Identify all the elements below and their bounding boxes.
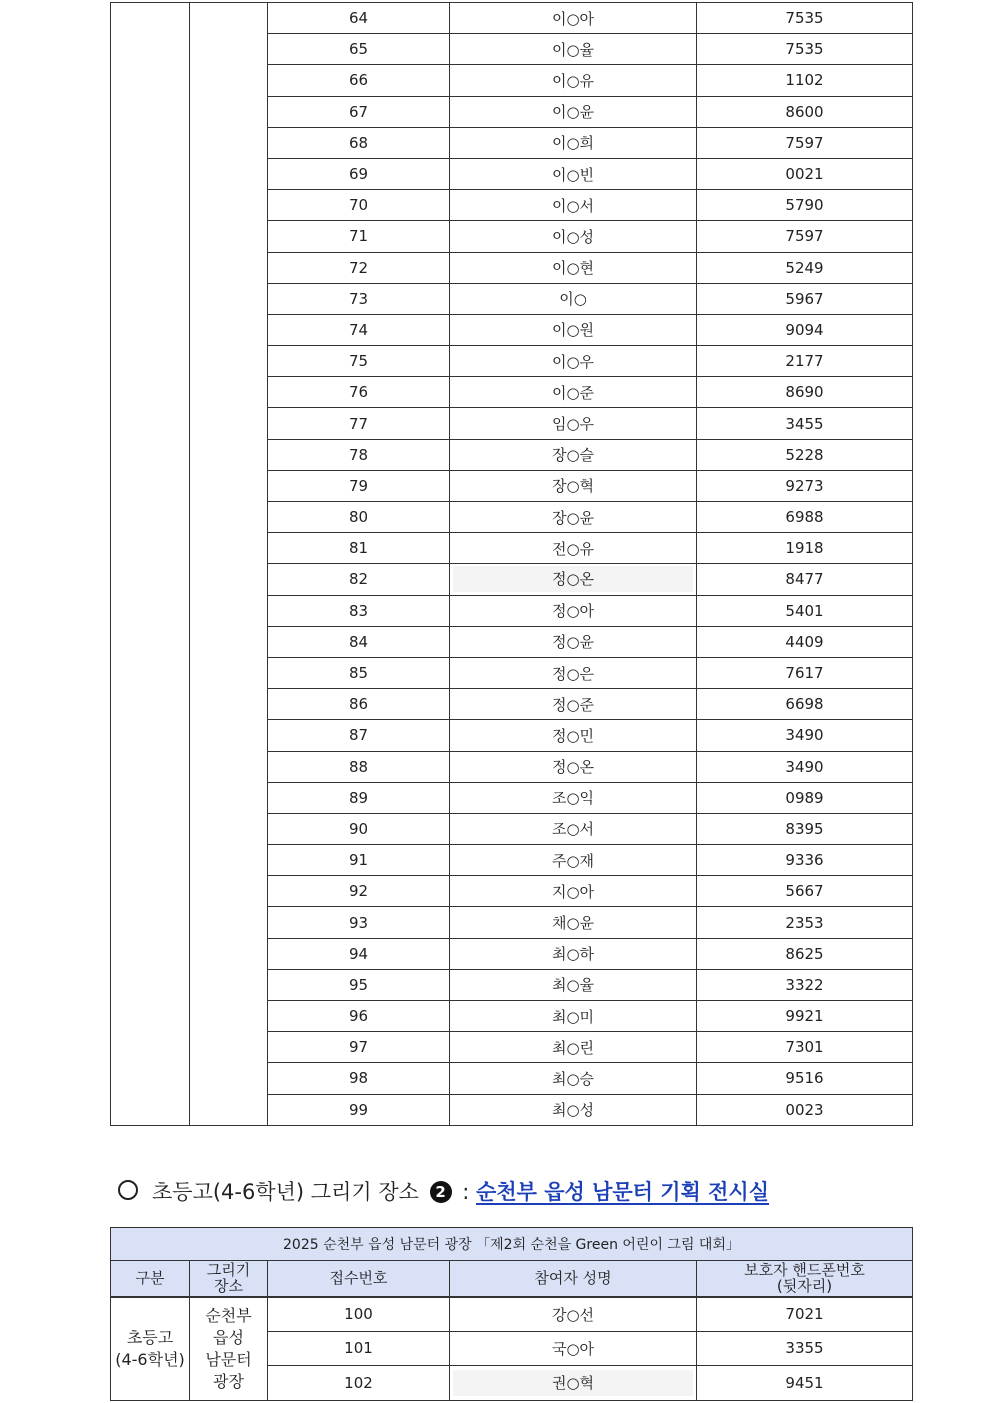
receipt-no: 84 [268,626,450,657]
section-place: 순천부 읍성 남문터 기획 전시실 [476,1180,769,1204]
phone-suffix: 9451 [697,1366,913,1401]
location-line1: 순천부 [205,1305,252,1325]
receipt-no: 92 [268,876,450,907]
receipt-no: 93 [268,907,450,938]
receipt-no: 75 [268,346,450,377]
participant-name: 정○은 [450,657,697,688]
participant-name: 장○윤 [450,502,697,533]
participant-table-continued [110,2,913,1126]
phone-suffix: 9921 [697,1001,913,1032]
participant-name: 조○익 [450,782,697,813]
header-phone-line2: (뒷자리) [776,1277,833,1296]
receipt-no: 77 [268,408,450,439]
participant-name: 최○린 [450,1032,697,1063]
phone-suffix: 9336 [697,845,913,876]
participant-name: 장○슬 [450,439,697,470]
receipt-no: 83 [268,595,450,626]
participant-name: 국○아 [450,1331,697,1366]
receipt-no: 86 [268,689,450,720]
phone-suffix: 5967 [697,283,913,314]
header-phone [697,1261,913,1297]
receipt-no: 89 [268,782,450,813]
phone-suffix: 0021 [697,158,913,189]
participant-name: 이○윤 [450,96,697,127]
receipt-no: 80 [268,502,450,533]
header-receipt-no: 접수번호 [268,1261,450,1297]
phone-suffix: 6698 [697,689,913,720]
receipt-no: 66 [268,65,450,96]
participant-name: 장○혁 [450,470,697,501]
participant-name: 지○아 [450,876,697,907]
receipt-no: 73 [268,283,450,314]
participant-name: 정○준 [450,689,697,720]
phone-suffix: 7535 [697,3,913,34]
phone-suffix: 7597 [697,221,913,252]
phone-suffix: 8477 [697,564,913,595]
location-cell-blank [190,3,268,1126]
participant-name: 전○유 [450,533,697,564]
participant-name: 채○윤 [450,907,697,938]
phone-suffix: 5401 [697,595,913,626]
location-line3: 남문터 [205,1349,252,1369]
receipt-no: 68 [268,127,450,158]
phone-suffix: 2353 [697,907,913,938]
header-phone-line1: 보호자 핸드폰번호 [744,1261,865,1280]
receipt-no: 87 [268,720,450,751]
phone-suffix: 9516 [697,1063,913,1094]
header-category: 구분 [111,1261,190,1297]
participant-name: 정○아 [450,595,697,626]
participant-name [450,1366,697,1401]
participant-name: 이○서 [450,190,697,221]
receipt-no: 88 [268,751,450,782]
receipt-no: 102 [268,1366,450,1401]
phone-suffix: 2177 [697,346,913,377]
participant-name: 정○민 [450,720,697,751]
participant-name: 이○원 [450,314,697,345]
phone-suffix: 7021 [697,1297,913,1332]
location-line4: 광장 [213,1371,244,1391]
receipt-no: 94 [268,938,450,969]
participant-name: 조○서 [450,813,697,844]
participant-name-text: 권○혁 [453,1370,693,1396]
header-participant: 참여자 성명 [450,1261,697,1297]
receipt-no: 101 [268,1331,450,1366]
receipt-no: 99 [268,1094,450,1125]
receipt-no: 64 [268,3,450,34]
header-location-line2: 장소 [214,1277,243,1296]
receipt-no: 82 [268,564,450,595]
participant-name: 이○준 [450,377,697,408]
phone-suffix: 1102 [697,65,913,96]
phone-suffix: 1918 [697,533,913,564]
phone-suffix: 3455 [697,408,913,439]
participant-name-text: 정○온 [453,566,693,592]
participant-name: 최○미 [450,1001,697,1032]
receipt-no: 100 [268,1297,450,1332]
phone-suffix: 8625 [697,938,913,969]
phone-suffix: 5667 [697,876,913,907]
participant-name: 이○현 [450,252,697,283]
phone-suffix: 8600 [697,96,913,127]
receipt-no: 79 [268,470,450,501]
phone-suffix: 6988 [697,502,913,533]
phone-suffix: 3490 [697,751,913,782]
header-location [190,1261,268,1297]
receipt-no: 71 [268,221,450,252]
participant-name: 정○윤 [450,626,697,657]
participant-name: 강○선 [450,1297,697,1332]
header-location-line1: 그리기 [206,1261,251,1280]
receipt-no: 85 [268,657,450,688]
participant-name: 이○ [450,283,697,314]
receipt-no: 67 [268,96,450,127]
participant-table [110,1227,913,1401]
receipt-no: 96 [268,1001,450,1032]
table-title: 2025 순천부 읍성 남문터 광장 「제2회 순천을 Green 어린이 그림 대회」 [111,1228,913,1261]
section-heading [118,1176,769,1206]
participant-name: 최○승 [450,1063,697,1094]
location-cell [190,1297,268,1401]
receipt-no: 95 [268,969,450,1000]
phone-suffix: 9273 [697,470,913,501]
participant-name: 주○재 [450,845,697,876]
participant-name [450,564,697,595]
receipt-no: 69 [268,158,450,189]
phone-suffix: 7617 [697,657,913,688]
receipt-no: 74 [268,314,450,345]
group-cell [111,1297,190,1401]
phone-suffix: 5790 [697,190,913,221]
section-colon: : [455,1180,477,1204]
participant-name: 정○온 [450,751,697,782]
phone-suffix: 7597 [697,127,913,158]
phone-suffix: 3355 [697,1331,913,1366]
phone-suffix: 5249 [697,252,913,283]
participant-name: 이○우 [450,346,697,377]
location-line2: 읍성 [213,1327,244,1347]
group-line1: 초등고 [126,1327,174,1347]
group-cell-blank [111,3,190,1126]
phone-suffix: 9094 [697,314,913,345]
phone-suffix: 3490 [697,720,913,751]
receipt-no: 98 [268,1063,450,1094]
phone-suffix: 0989 [697,782,913,813]
participant-name: 최○율 [450,969,697,1000]
phone-suffix: 8395 [697,813,913,844]
participant-name: 이○빈 [450,158,697,189]
receipt-no: 72 [268,252,450,283]
group-line2: (4-6학년) [115,1349,185,1369]
phone-suffix: 7301 [697,1032,913,1063]
phone-suffix: 7535 [697,34,913,65]
circle-bullet-icon [118,1180,138,1200]
phone-suffix: 8690 [697,377,913,408]
participant-name: 이○성 [450,221,697,252]
participant-name: 최○성 [450,1094,697,1125]
table-row [111,3,913,34]
receipt-no: 97 [268,1032,450,1063]
participant-name: 이○유 [450,65,697,96]
participant-name: 이○아 [450,3,697,34]
receipt-no: 65 [268,34,450,65]
phone-suffix: 4409 [697,626,913,657]
receipt-no: 70 [268,190,450,221]
receipt-no: 78 [268,439,450,470]
receipt-no: 91 [268,845,450,876]
phone-suffix: 3322 [697,969,913,1000]
receipt-no: 90 [268,813,450,844]
phone-suffix: 0023 [697,1094,913,1125]
participant-name: 이○희 [450,127,697,158]
receipt-no: 81 [268,533,450,564]
participant-name: 최○하 [450,938,697,969]
receipt-no: 76 [268,377,450,408]
number-badge: 2 [430,1181,452,1203]
phone-suffix: 5228 [697,439,913,470]
participant-name: 임○우 [450,408,697,439]
participant-name: 이○율 [450,34,697,65]
section-prefix: 초등고(4-6학년) 그리기 장소 [152,1180,419,1204]
